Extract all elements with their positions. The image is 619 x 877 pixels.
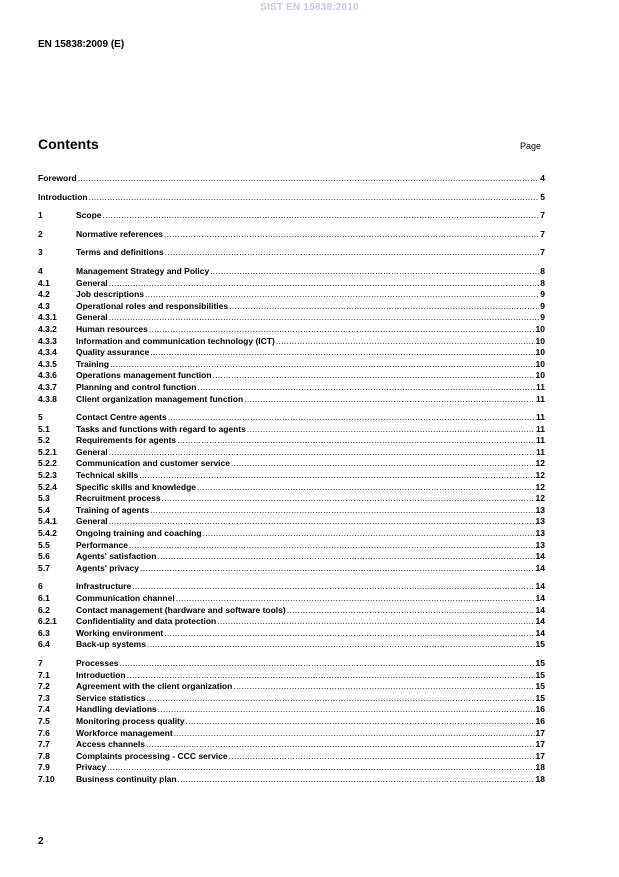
toc-entry-title: Training of agents: [76, 504, 150, 515]
toc-dot-leader: [149, 324, 535, 336]
toc-entry-title: Business continuity plan: [76, 773, 177, 784]
toc-dot-leader: [107, 762, 534, 774]
toc-entry-number: 4.3.3: [38, 335, 57, 346]
toc-entry[interactable]: [38, 658, 545, 670]
toc-dot-leader: [178, 774, 535, 786]
toc-entry-number: 5.3: [38, 493, 50, 504]
toc-entry-number: 6.2: [38, 604, 50, 615]
toc-dot-leader: [203, 528, 535, 540]
toc-dot-leader: [78, 173, 540, 185]
toc-entry-number: 5.4.1: [38, 516, 57, 527]
toc-entry-page: 11: [536, 393, 545, 404]
toc-entry-page: 18: [535, 773, 545, 784]
toc-dot-leader: [168, 412, 535, 424]
toc-entry-page: 14: [535, 551, 545, 562]
toc-entry-title: General: [76, 277, 108, 288]
toc-entry-page: 7: [540, 228, 545, 239]
toc-entry-number: 5.6: [38, 551, 50, 562]
toc-entry-page: 16: [535, 715, 545, 726]
toc-entry-title: Specific skills and knowledge: [76, 481, 196, 492]
toc-entry-page: 10: [535, 323, 545, 334]
toc-entry-title: Ongoing training and coaching: [76, 528, 202, 539]
toc-entry-title: Scope: [76, 210, 102, 221]
toc-entry-number: 4.3.8: [38, 393, 57, 404]
toc-dot-leader: [233, 681, 534, 693]
toc-entry-page: 9: [540, 300, 545, 311]
toc-entry[interactable]: [38, 581, 545, 593]
toc-entry-number: 4.3.5: [38, 358, 57, 369]
toc-entry-title: Recruitment process: [76, 493, 161, 504]
toc-entry-number: 5.5: [38, 539, 50, 550]
toc-dot-leader: [231, 458, 535, 470]
toc-entry-page: 12: [535, 458, 545, 469]
toc-entry-number: 7.5: [38, 715, 50, 726]
toc-dot-leader: [139, 470, 534, 482]
table-of-contents: [38, 173, 545, 786]
toc-entry[interactable]: [38, 382, 545, 394]
toc-entry[interactable]: [38, 482, 545, 494]
toc-entry-page: 5: [540, 191, 545, 202]
toc-entry[interactable]: [38, 336, 545, 348]
toc-entry-page: 12: [535, 493, 545, 504]
toc-entry-page: 15: [535, 657, 545, 668]
toc-dot-leader: [150, 347, 534, 359]
toc-entry-title: Training: [76, 358, 110, 369]
toc-entry-title: Complaints processing - CCC service: [76, 750, 228, 761]
toc-dot-leader: [164, 628, 534, 640]
toc-entry-number: 7: [38, 657, 43, 668]
toc-dot-leader: [132, 581, 534, 593]
toc-entry-title: Workforce management: [76, 727, 173, 738]
toc-entry[interactable]: [38, 289, 545, 301]
toc-dot-leader: [146, 739, 535, 751]
toc-entry-page: 15: [535, 681, 545, 692]
toc-entry-title: Introduction: [38, 191, 88, 202]
toc-dot-leader: [229, 751, 535, 763]
toc-entry-page: 14: [535, 616, 545, 627]
toc-entry[interactable]: [38, 774, 545, 786]
toc-entry[interactable]: [38, 458, 545, 470]
toc-entry-number: 4.3: [38, 300, 50, 311]
toc-entry-number: 7.7: [38, 739, 50, 750]
toc-entry-title: Agents' privacy: [76, 562, 139, 573]
toc-dot-leader: [186, 716, 535, 728]
toc-entry-number: 4: [38, 265, 43, 276]
toc-entry-number: 4.3.6: [38, 370, 57, 381]
toc-entry[interactable]: [38, 447, 545, 459]
toc-entry-number: 5.2: [38, 435, 50, 446]
toc-entry[interactable]: [38, 751, 545, 763]
toc-dot-leader: [109, 278, 540, 290]
toc-entry-title: Privacy: [76, 762, 107, 773]
toc-dot-leader: [244, 394, 535, 406]
toc-entry[interactable]: [38, 424, 545, 436]
toc-dot-leader: [145, 289, 539, 301]
toc-entry[interactable]: [38, 210, 545, 222]
toc-entry-title: Normative references: [76, 228, 163, 239]
toc-entry-page: 8: [540, 277, 545, 288]
toc-entry-page: 9: [540, 312, 545, 323]
toc-dot-leader: [162, 493, 535, 505]
toc-entry[interactable]: [38, 229, 545, 241]
toc-entry-number: 5.2.4: [38, 481, 57, 492]
toc-entry[interactable]: [38, 278, 545, 290]
toc-entry-number: 2: [38, 228, 43, 239]
toc-entry[interactable]: [38, 370, 545, 382]
toc-entry-title: Working environment: [76, 627, 164, 638]
page-column-label: Page: [520, 141, 542, 151]
toc-entry[interactable]: [38, 516, 545, 528]
toc-entry-title: Confidentiality and data protection: [76, 616, 217, 627]
toc-entry[interactable]: [38, 359, 545, 371]
toc-dot-leader: [176, 593, 535, 605]
toc-entry[interactable]: [38, 173, 545, 185]
toc-entry[interactable]: [38, 670, 545, 682]
toc-entry-title: Contact Centre agents: [76, 412, 167, 423]
toc-dot-leader: [229, 301, 539, 313]
toc-entry-page: 11: [536, 381, 545, 392]
toc-entry-title: Handling deviations: [76, 704, 157, 715]
toc-entry[interactable]: [38, 505, 545, 517]
toc-entry-title: Contact management (hardware and software tools): [76, 604, 286, 615]
toc-entry-number: 6.4: [38, 639, 50, 650]
toc-entry-title: Information and communication technology (ICT): [76, 335, 275, 346]
toc-entry[interactable]: [38, 693, 545, 705]
toc-entry-title: General: [76, 312, 108, 323]
toc-dot-leader: [247, 424, 535, 436]
toc-dot-leader: [109, 447, 535, 459]
toc-dot-leader: [213, 370, 535, 382]
toc-entry-number: 5.2.2: [38, 458, 57, 469]
toc-dot-leader: [129, 540, 535, 552]
toc-entry-page: 15: [535, 692, 545, 703]
toc-entry-number: 6.2.1: [38, 616, 57, 627]
toc-entry-title: Technical skills: [76, 470, 139, 481]
toc-entry-number: 5.7: [38, 562, 50, 573]
toc-dot-leader: [158, 704, 535, 716]
toc-dot-leader: [140, 563, 535, 575]
toc-entry-title: Human resources: [76, 323, 148, 334]
toc-dot-leader: [174, 728, 535, 740]
toc-dot-leader: [210, 266, 539, 278]
toc-entry-number: 7.4: [38, 704, 50, 715]
toc-dot-leader: [150, 505, 534, 517]
toc-entry-page: 11: [536, 446, 545, 457]
toc-entry-number: 7.8: [38, 750, 50, 761]
toc-entry-number: 7.6: [38, 727, 50, 738]
toc-entry-title: General: [76, 516, 108, 527]
toc-entry-page: 12: [535, 470, 545, 481]
toc-dot-leader: [147, 639, 535, 651]
toc-entry-title: Operational roles and responsibilities: [76, 300, 229, 311]
toc-entry-title: Communication and customer service: [76, 458, 230, 469]
toc-entry[interactable]: [38, 540, 545, 552]
toc-entry-number: 4.3.7: [38, 381, 57, 392]
toc-dot-leader: [120, 658, 535, 670]
toc-entry[interactable]: [38, 266, 545, 278]
toc-entry-page: 8: [540, 265, 545, 276]
toc-entry-number: 3: [38, 247, 43, 258]
toc-entry[interactable]: [38, 563, 545, 575]
toc-entry-title: Processes: [76, 657, 119, 668]
toc-entry-number: 7.1: [38, 669, 50, 680]
toc-entry-page: 17: [535, 739, 545, 750]
toc-entry-number: 4.3.2: [38, 323, 57, 334]
toc-entry-number: 7.2: [38, 681, 50, 692]
toc-entry-title: Agreement with the client organization: [76, 681, 233, 692]
document-id: EN 15838:2009 (E): [38, 39, 125, 50]
toc-entry[interactable]: [38, 435, 545, 447]
toc-entry-title: Access channels: [76, 739, 145, 750]
page-number: 2: [38, 836, 44, 847]
toc-entry[interactable]: [38, 347, 545, 359]
toc-entry[interactable]: [38, 616, 545, 628]
toc-entry-title: Quality assurance: [76, 347, 150, 358]
toc-entry-number: 5.1: [38, 423, 50, 434]
toc-entry[interactable]: [38, 394, 545, 406]
toc-entry-page: 14: [535, 627, 545, 638]
toc-entry-number: 5.4.2: [38, 528, 57, 539]
toc-entry[interactable]: [38, 704, 545, 716]
toc-entry[interactable]: [38, 762, 545, 774]
toc-entry[interactable]: [38, 639, 545, 651]
toc-entry-page: 14: [535, 604, 545, 615]
toc-entry-title: Performance: [76, 539, 128, 550]
toc-dot-leader: [109, 312, 540, 324]
toc-dot-leader: [165, 247, 540, 259]
toc-dot-leader: [276, 336, 535, 348]
toc-entry-page: 17: [535, 750, 545, 761]
toc-entry-page: 10: [535, 358, 545, 369]
toc-entry-page: 7: [540, 210, 545, 221]
toc-entry[interactable]: [38, 728, 545, 740]
toc-dot-leader: [103, 210, 540, 222]
toc-dot-leader: [197, 482, 535, 494]
toc-entry-number: 6.1: [38, 593, 50, 603]
toc-entry-page: 15: [535, 639, 545, 650]
toc-entry-number: 6.3: [38, 627, 50, 638]
toc-entry-page: 15: [535, 669, 545, 680]
toc-entry[interactable]: [38, 192, 545, 204]
toc-dot-leader: [89, 192, 540, 204]
toc-entry-page: 14: [535, 593, 545, 603]
toc-dot-leader: [177, 435, 535, 447]
toc-dot-leader: [127, 670, 535, 682]
toc-entry-title: Management Strategy and Policy: [76, 265, 210, 276]
toc-entry[interactable]: [38, 312, 545, 324]
toc-entry-number: 4.3.4: [38, 347, 57, 358]
toc-entry[interactable]: [38, 493, 545, 505]
toc-entry-page: 10: [535, 370, 545, 381]
toc-dot-leader: [287, 605, 535, 617]
toc-entry-title: Introduction: [76, 669, 126, 680]
toc-entry-number: 4.2: [38, 289, 50, 300]
toc-entry-page: 14: [535, 562, 545, 573]
toc-entry-title: Foreword: [38, 173, 77, 183]
toc-entry-page: 9: [540, 289, 545, 300]
toc-entry[interactable]: [38, 739, 545, 751]
toc-entry[interactable]: [38, 593, 545, 605]
toc-dot-leader: [110, 359, 534, 371]
toc-entry-number: 5.2.3: [38, 470, 57, 481]
toc-entry-title: Client organization management function: [76, 393, 244, 404]
toc-entry-number: 1: [38, 210, 43, 221]
watermark: SIST EN 15838:2010: [260, 2, 359, 13]
toc-entry[interactable]: [38, 628, 545, 640]
toc-entry-number: 7.3: [38, 692, 50, 703]
toc-entry-title: Communication channel: [76, 593, 175, 603]
toc-entry-title: Infrastructure: [76, 581, 132, 592]
toc-entry-number: 5.4: [38, 504, 50, 515]
toc-entry-page: 12: [535, 481, 545, 492]
toc-entry[interactable]: [38, 301, 545, 313]
toc-entry[interactable]: [38, 681, 545, 693]
toc-entry-title: Back-up systems: [76, 639, 146, 650]
toc-entry-page: 13: [535, 539, 545, 550]
toc-entry-page: 4: [540, 173, 545, 183]
toc-entry-number: 6: [38, 581, 43, 592]
toc-entry-number: 4.3.1: [38, 312, 57, 323]
toc-entry-title: Tasks and functions with regard to agents: [76, 423, 246, 434]
toc-entry[interactable]: [38, 412, 545, 424]
toc-entry-page: 13: [535, 504, 545, 515]
toc-entry[interactable]: [38, 247, 545, 259]
toc-entry-title: Agents' satisfaction: [76, 551, 157, 562]
toc-entry-page: 10: [535, 335, 545, 346]
toc-dot-leader: [157, 551, 534, 563]
toc-dot-leader: [217, 616, 534, 628]
toc-dot-leader: [146, 693, 534, 705]
toc-entry-title: Service statistics: [76, 692, 146, 703]
toc-dot-leader: [164, 229, 539, 241]
toc-entry-page: 17: [535, 727, 545, 738]
toc-entry[interactable]: [38, 324, 545, 336]
toc-dot-leader: [109, 516, 535, 528]
toc-entry-page: 13: [535, 528, 545, 539]
toc-entry-number: 5.2.1: [38, 446, 57, 457]
toc-entry-number: 7.9: [38, 762, 50, 773]
toc-entry-page: 13: [535, 516, 545, 527]
toc-entry-number: 7.10: [38, 773, 55, 784]
toc-entry-number: 4.1: [38, 277, 50, 288]
contents-title: Contents: [38, 136, 99, 152]
toc-entry-title: Requirements for agents: [76, 435, 177, 446]
toc-entry-page: 10: [535, 347, 545, 358]
toc-entry[interactable]: [38, 528, 545, 540]
toc-entry-number: 5: [38, 412, 43, 423]
toc-entry[interactable]: [38, 716, 545, 728]
toc-entry-page: 11: [536, 423, 545, 434]
toc-entry-title: Planning and control function: [76, 381, 197, 392]
toc-entry[interactable]: [38, 605, 545, 617]
toc-entry-title: Terms and definitions: [76, 247, 164, 258]
toc-entry-page: 16: [535, 704, 545, 715]
toc-entry-title: Monitoring process quality: [76, 715, 185, 726]
toc-entry[interactable]: [38, 551, 545, 563]
toc-entry-title: Job descriptions: [76, 289, 145, 300]
toc-entry-page: 7: [540, 247, 545, 258]
toc-dot-leader: [197, 382, 535, 394]
toc-entry-page: 14: [535, 581, 545, 592]
toc-entry-page: 11: [536, 435, 545, 446]
toc-entry[interactable]: [38, 470, 545, 482]
toc-entry-title: General: [76, 446, 108, 457]
toc-entry-title: Operations management function: [76, 370, 212, 381]
toc-entry-page: 18: [535, 762, 545, 773]
toc-entry-page: 11: [536, 412, 545, 423]
